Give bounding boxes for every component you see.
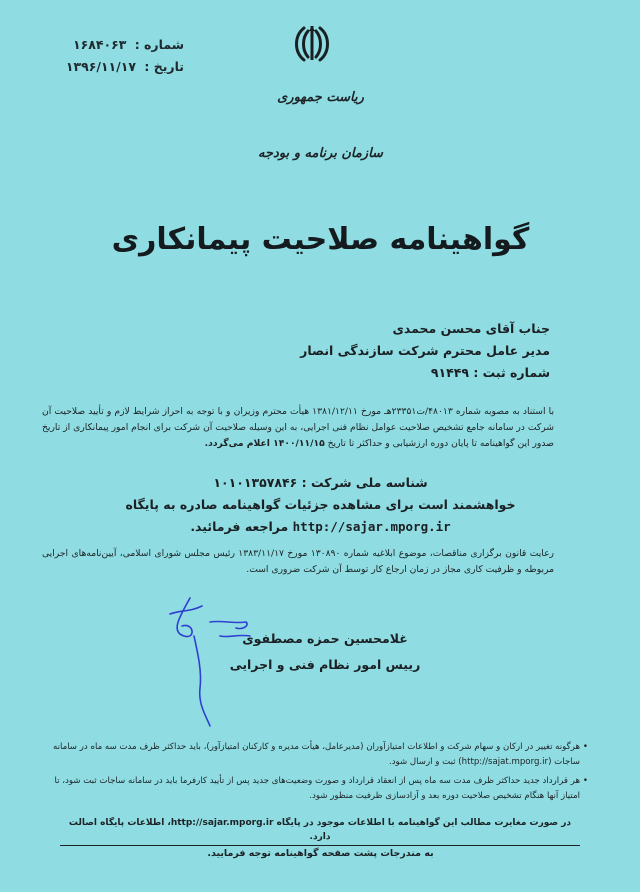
organization-label: سازمان برنامه و بودجه xyxy=(258,146,383,161)
addressee-salutation: جناب آقای محسن محمدی xyxy=(392,321,550,336)
note-item xyxy=(50,740,588,770)
note-text-1: هرگونه تغییر در ارکان و سهام شرکت و اطلاعات امتیازآوران (مدیرعامل، هیأت مدیره و کارکنان امتیازآور)، باید حداکثر ظرف مدت سه ماه در سامانه ساجات (http://sajat.mporg.ir) ثبت و ارسال شود. xyxy=(52,742,580,767)
main-paragraph-text: با استناد به مصوبه شماره ۴۸۰۱۳/ت۲۳۳۵۱هـ مورخ ۱۳۸۱/۱۲/۱۱ هیأت محترم وزیران و با توجه به احراز شرایط لازم و تأیید صلاحیت آن شرکت در سامانه جامع تشخیص صلاحیت عوامل نظام فنی اجرایی، به این وسیله صلاحیت آن شرکت برای انجام امور پیمانکاری از تاریخ صدور این گواهینامه تا پایان دوره ارزشیابی و حداکثر تا تاریخ xyxy=(42,406,554,449)
authenticity-warning: در صورت مغایرت مطالب این گواهینامه با اطلاعات موجود در پایگاه http://sajar.mporg.ir، اطلاعات پایگاه اصالت دارد. xyxy=(60,816,580,846)
presidency-label: ریاست جمهوری xyxy=(277,90,364,105)
national-id: شناسه ملی شرکت : ۱۰۱۰۱۳۵۷۸۴۶ xyxy=(213,475,428,490)
number-label: شماره : xyxy=(134,37,184,52)
iran-emblem-icon xyxy=(290,22,334,66)
validity-date: ۱۴۰۰/۱۱/۱۵ اعلام می‌گردد. xyxy=(204,438,325,449)
website-tail: مراجعه فرمائید. xyxy=(190,519,289,534)
date-row xyxy=(34,56,184,78)
number-value: ۱۶۸۴۰۶۳ xyxy=(72,37,127,52)
note-text-2: هر قرارداد جدید حداکثر ظرف مدت سه ماه پس از انعقاد قرارداد و صورت وضعیت‌های جدید پس از تأیید کارفرما باید در سامانه ساجات ثبت شود، تا امتیاز آنها هنگام تشخیص صلاحیت دوره بعد و آزادسازی ظرفیت منظور شود. xyxy=(54,776,580,801)
signatory-name: غلامحسین حمزه مصطفوی xyxy=(242,631,408,646)
note-item xyxy=(50,774,588,804)
signatory-role: رییس امور نظام فنی و اجرایی xyxy=(229,657,421,672)
signatory-block xyxy=(220,626,430,678)
certificate-title: گواهینامه صلاحیت پیمانکاری xyxy=(111,222,530,257)
website-link[interactable]: http://sajar.mporg.ir xyxy=(292,519,451,534)
addressee-block xyxy=(130,318,550,384)
notes-list xyxy=(50,740,588,804)
bullet-icon: • xyxy=(582,742,588,752)
back-page-note: به مندرجات پشت صفحه گواهینامه توجه فرمایید. xyxy=(207,848,434,859)
addressee-position: مدیر عامل محترم شرکت سازندگی انصار xyxy=(300,343,550,358)
date-value: ۱۳۹۶/۱۱/۱۷ xyxy=(65,59,136,74)
reference-block xyxy=(34,34,184,78)
law-paragraph: رعایت قانون برگزاری مناقصات، موضوع ابلاغیه شماره ۱۳۰۸۹۰ مورخ ۱۳۸۳/۱۱/۱۷ رئیس مجلس شورای اسلامی، آیین‌نامه‌های اجرایی مربوطه و ظرفیت کاری مجاز در زمان ارجاع کار توسط آن شرکت ضروری است. xyxy=(42,548,554,575)
date-label: تاریخ : xyxy=(144,59,184,74)
website-line xyxy=(0,516,641,538)
website-request: خواهشمند است برای مشاهده جزئیات گواهینامه صادره به پایگاه xyxy=(125,497,516,512)
bullet-icon: • xyxy=(582,776,588,786)
national-id-block xyxy=(0,472,641,538)
registration-number: شماره ثبت : ۹۱۴۴۹ xyxy=(430,365,550,380)
main-paragraph xyxy=(42,404,554,452)
number-row xyxy=(34,34,184,56)
